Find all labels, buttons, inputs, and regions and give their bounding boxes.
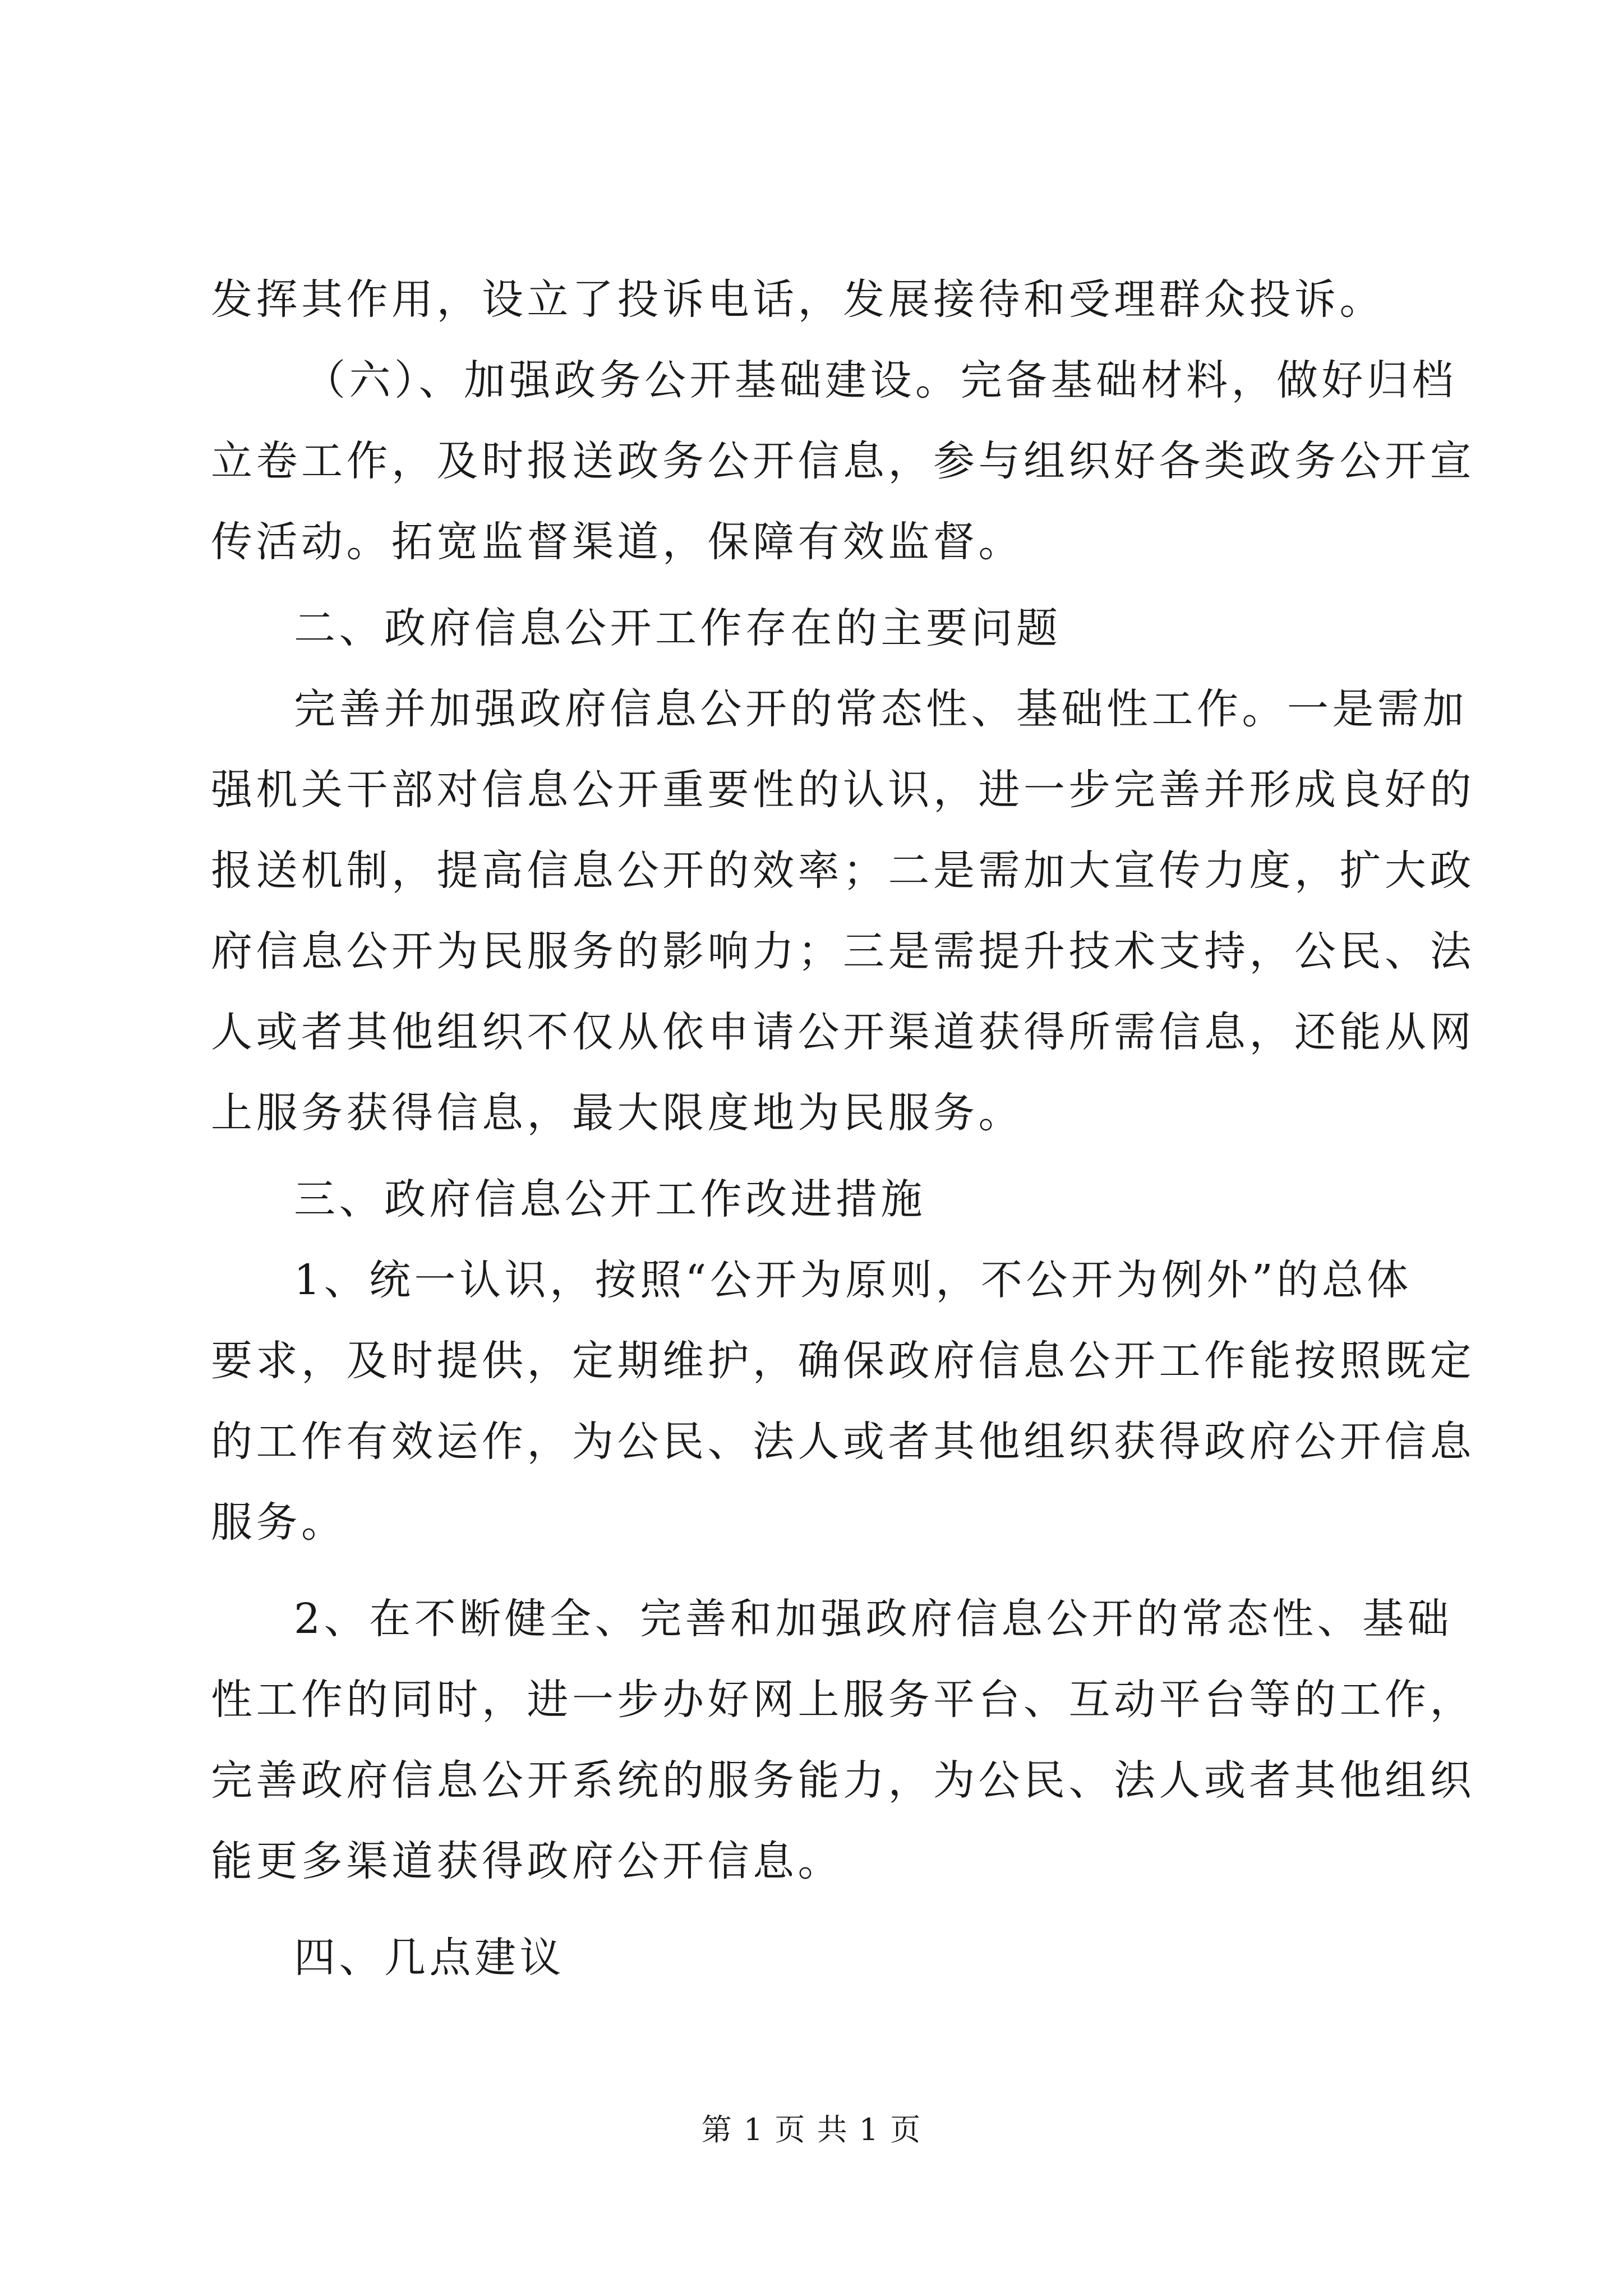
section-heading: 二、政府信息公开工作存在的主要问题 <box>294 604 1062 652</box>
document-body <box>211 259 1475 1998</box>
text-line: 立卷工作，及时报送政务公开信息，参与组织好各类政务公开宣 <box>211 437 1475 485</box>
text-line: 能更多渠道获得政府公开信息。 <box>211 1837 843 1885</box>
text-line: 的工作有效运作，为公民、法人或者其他组织获得政府公开信息 <box>211 1418 1475 1466</box>
section-heading: 四、几点建议 <box>294 1934 565 1982</box>
text-line: 要求，及时提供，定期维护，确保政府信息公开工作能按照既定 <box>211 1337 1475 1385</box>
text-line: 传活动。拓宽监督渠道，保障有效监督。 <box>211 518 1023 566</box>
text-line: 服务。 <box>211 1498 347 1547</box>
text-line: 府信息公开为民服务的影响力；三是需提升技术支持，公民、法 <box>211 927 1475 976</box>
text-line: 上服务获得信息，最大限度地为民服务。 <box>211 1089 1023 1137</box>
text-line: 发挥其作用，设立了投诉电话，发展接待和受理群众投诉。 <box>211 275 1385 324</box>
text-line: 1、统一认识，按照“公开为原则，不公开为例外”的总体 <box>294 1256 1412 1304</box>
text-line: 报送机制，提高信息公开的效率；二是需加大宣传力度，扩大政 <box>211 846 1475 895</box>
text-line: 强机关干部对信息公开重要性的认识，进一步完善并形成良好的 <box>211 766 1475 814</box>
text-line: 2、在不断健全、完善和加强政府信息公开的常态性、基础 <box>294 1595 1453 1643</box>
page-number-footer: 第 1 页 共 1 页 <box>701 2112 922 2147</box>
text-line: 性工作的同时，进一步办好网上服务平台、互动平台等的工作， <box>211 1676 1475 1724</box>
text-line: 人或者其他组织不仅从依申请公开渠道获得所需信息，还能从网 <box>211 1008 1475 1056</box>
text-line: 完善并加强政府信息公开的常态性、基础性工作。一是需加 <box>294 685 1468 733</box>
text-line: 完善政府信息公开系统的服务能力，为公民、法人或者其他组织 <box>211 1756 1475 1805</box>
section-heading: 三、政府信息公开工作改进措施 <box>294 1175 926 1223</box>
text-line: （六）、加强政务公开基础建设。完备基础材料，做好归档 <box>304 356 1457 404</box>
